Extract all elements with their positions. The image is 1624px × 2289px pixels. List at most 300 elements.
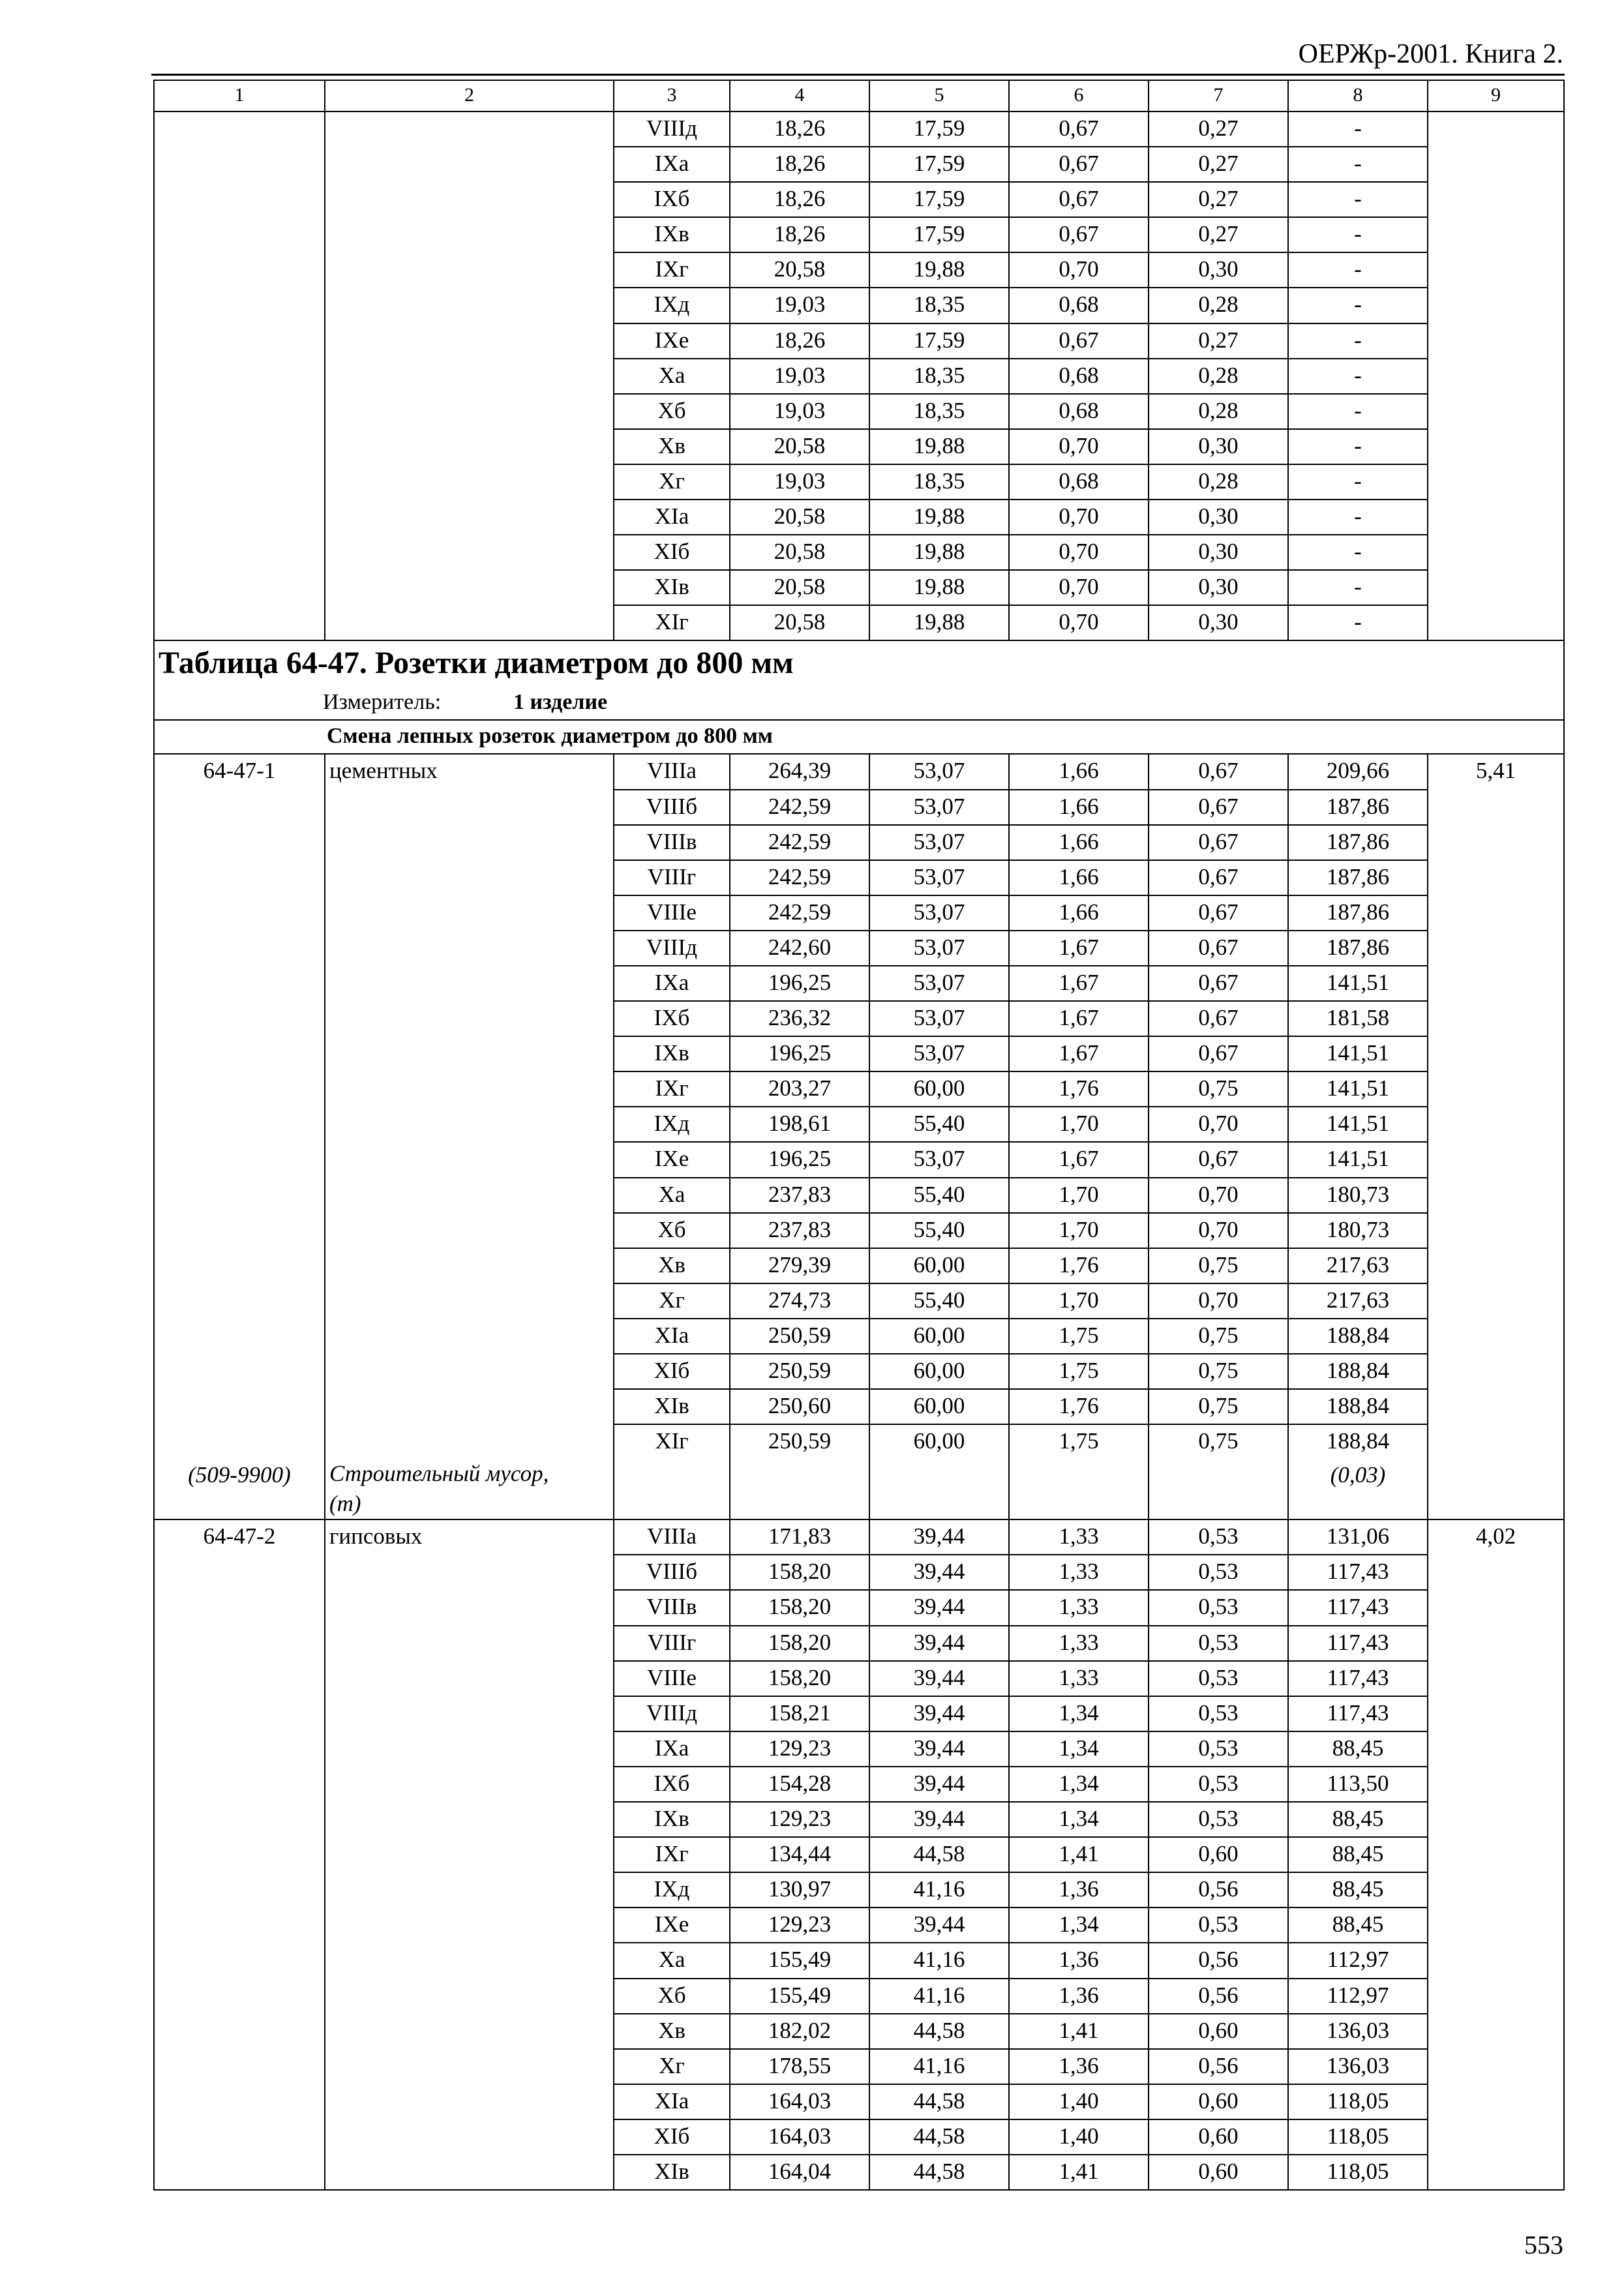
direct-cost-cell: 264,39: [730, 754, 869, 789]
column-number: 6: [1009, 80, 1149, 112]
price-region-cell: VIIIг: [614, 1626, 730, 1661]
materials-cell: 141,51: [1288, 1071, 1428, 1107]
direct-cost-cell: 158,21: [730, 1696, 869, 1731]
materials-cell: -: [1288, 252, 1428, 288]
direct-cost-cell: 19,03: [730, 464, 869, 500]
name-cell: [325, 112, 614, 640]
materials-cell: 88,45: [1288, 1908, 1428, 1943]
machines-cell: 1,66: [1009, 895, 1149, 931]
price-region-cell: XIа: [614, 2084, 730, 2119]
column-number: 2: [325, 80, 614, 112]
direct-cost-cell: 129,23: [730, 1802, 869, 1837]
machines-cell: 1,33: [1009, 1661, 1149, 1696]
direct-cost-cell: 242,59: [730, 895, 869, 931]
header-rule: [151, 74, 1565, 76]
machines-cell: 1,70: [1009, 1213, 1149, 1248]
wages-cell: 18,35: [869, 288, 1009, 323]
machines-cell: 1,76: [1009, 1389, 1149, 1424]
column-number: 4: [730, 80, 869, 112]
machinist-wages-cell: 0,30: [1149, 429, 1288, 464]
wages-cell: 17,59: [869, 323, 1009, 359]
machines-cell: 1,67: [1009, 966, 1149, 1001]
wages-cell: 53,07: [869, 966, 1009, 1001]
wages-cell: 19,88: [869, 605, 1009, 640]
materials-cell: 112,97: [1288, 1979, 1428, 2014]
materials-cell: 180,73: [1288, 1213, 1428, 1248]
price-region-cell: IXд: [614, 288, 730, 323]
wages-cell: 44,58: [869, 1837, 1009, 1872]
price-region-cell: XIб: [614, 2119, 730, 2155]
item-name: гипсовых: [325, 1519, 614, 2190]
machinist-wages-cell: 0,60: [1149, 2155, 1288, 2190]
machines-cell: 0,70: [1009, 570, 1149, 605]
direct-cost-cell: 250,60: [730, 1389, 869, 1424]
machinist-wages-cell: 0,75: [1149, 1354, 1288, 1389]
machinist-wages-cell: 0,27: [1149, 182, 1288, 217]
column-number: 1: [154, 80, 325, 112]
direct-cost-cell: 18,26: [730, 112, 869, 147]
price-region-cell: Xб: [614, 1213, 730, 1248]
materials-cell: 136,03: [1288, 2049, 1428, 2084]
price-region-cell: VIIIа: [614, 1519, 730, 1555]
table-caption-row: [154, 640, 1564, 687]
price-region-cell: IXг: [614, 1071, 730, 1107]
machinist-wages-cell: 0,53: [1149, 1731, 1288, 1767]
direct-cost-cell: 18,26: [730, 182, 869, 217]
wages-cell: 53,07: [869, 860, 1009, 895]
machines-cell: 0,70: [1009, 500, 1149, 535]
machines-cell: 0,67: [1009, 217, 1149, 252]
machines-cell: 1,34: [1009, 1731, 1149, 1767]
materials-cell: 136,03: [1288, 2014, 1428, 2049]
machinist-wages-cell: 0,56: [1149, 1979, 1288, 2014]
price-region-cell: Xв: [614, 2014, 730, 2049]
wages-cell: 39,44: [869, 1908, 1009, 1943]
materials-cell: 117,43: [1288, 1696, 1428, 1731]
machinist-wages-cell: 0,53: [1149, 1555, 1288, 1590]
empty-cell: [1009, 1459, 1149, 1519]
wages-cell: 17,59: [869, 147, 1009, 182]
materials-cell: 187,86: [1288, 931, 1428, 966]
materials-cell: 141,51: [1288, 966, 1428, 1001]
machines-cell: 1,34: [1009, 1767, 1149, 1802]
machines-cell: 1,41: [1009, 1837, 1149, 1872]
machines-cell: 1,36: [1009, 1943, 1149, 1978]
direct-cost-cell: 134,44: [730, 1837, 869, 1872]
wages-cell: 39,44: [869, 1590, 1009, 1625]
machines-cell: 1,66: [1009, 754, 1149, 789]
wages-cell: 39,44: [869, 1731, 1009, 1767]
price-region-cell: XIв: [614, 1389, 730, 1424]
materials-cell: -: [1288, 605, 1428, 640]
wages-cell: 18,35: [869, 394, 1009, 429]
materials-cell: 187,86: [1288, 790, 1428, 825]
empty-cell: [1149, 1459, 1288, 1519]
wages-cell: 60,00: [869, 1389, 1009, 1424]
materials-cell: 181,58: [1288, 1001, 1428, 1036]
price-region-cell: Xа: [614, 359, 730, 394]
wages-cell: 53,07: [869, 1142, 1009, 1177]
materials-cell: 88,45: [1288, 1837, 1428, 1872]
col9-cell: [1428, 112, 1564, 640]
wages-cell: 41,16: [869, 1872, 1009, 1908]
direct-cost-cell: 130,97: [730, 1872, 869, 1908]
wages-cell: 39,44: [869, 1626, 1009, 1661]
materials-cell: 187,86: [1288, 825, 1428, 860]
machines-cell: 1,40: [1009, 2119, 1149, 2155]
price-region-cell: XIа: [614, 500, 730, 535]
code-cell: [154, 112, 325, 640]
wages-cell: 19,88: [869, 570, 1009, 605]
wages-cell: 41,16: [869, 2049, 1009, 2084]
machines-cell: 0,68: [1009, 464, 1149, 500]
materials-cell: 113,50: [1288, 1767, 1428, 1802]
machinist-wages-cell: 0,67: [1149, 1036, 1288, 1071]
price-region-cell: VIIIб: [614, 790, 730, 825]
direct-cost-cell: 250,59: [730, 1319, 869, 1354]
machinist-wages-cell: 0,30: [1149, 500, 1288, 535]
item-col9: 5,41: [1428, 754, 1564, 1519]
direct-cost-cell: 158,20: [730, 1661, 869, 1696]
machinist-wages-cell: 0,75: [1149, 1424, 1288, 1459]
machines-cell: 0,67: [1009, 323, 1149, 359]
machinist-wages-cell: 0,56: [1149, 1872, 1288, 1908]
machinist-wages-cell: 0,53: [1149, 1767, 1288, 1802]
empty-cell: [869, 1459, 1009, 1519]
machinist-wages-cell: 0,70: [1149, 1107, 1288, 1142]
materials-cell: 187,86: [1288, 895, 1428, 931]
direct-cost-cell: 236,32: [730, 1001, 869, 1036]
machines-cell: 1,66: [1009, 860, 1149, 895]
column-number: 8: [1288, 80, 1428, 112]
materials-cell: -: [1288, 182, 1428, 217]
section-title: Смена лепных розеток диаметром до 800 мм: [327, 724, 773, 749]
price-region-cell: VIIIг: [614, 860, 730, 895]
price-region-cell: IXе: [614, 323, 730, 359]
machinist-wages-cell: 0,60: [1149, 1837, 1288, 1872]
materials-cell: 141,51: [1288, 1107, 1428, 1142]
wages-cell: 53,07: [869, 1036, 1009, 1071]
wages-cell: 53,07: [869, 931, 1009, 966]
materials-cell: 187,86: [1288, 860, 1428, 895]
machinist-wages-cell: 0,28: [1149, 464, 1288, 500]
measure-cell: [154, 687, 1564, 720]
price-region-cell: Xа: [614, 1178, 730, 1213]
wages-cell: 60,00: [869, 1424, 1009, 1459]
materials-cell: 118,05: [1288, 2084, 1428, 2119]
materials-cell: 131,06: [1288, 1519, 1428, 1555]
wages-cell: 39,44: [869, 1519, 1009, 1555]
machinist-wages-cell: 0,60: [1149, 2119, 1288, 2155]
column-number-row: [154, 80, 1564, 112]
item-col9: 4,02: [1428, 1519, 1564, 2190]
direct-cost-cell: 198,61: [730, 1107, 869, 1142]
price-region-cell: IXг: [614, 1837, 730, 1872]
materials-cell: 88,45: [1288, 1802, 1428, 1837]
machinist-wages-cell: 0,67: [1149, 966, 1288, 1001]
price-region-cell: Xа: [614, 1943, 730, 1978]
price-region-cell: IXв: [614, 1802, 730, 1837]
machines-cell: 0,70: [1009, 252, 1149, 288]
materials-cell: 188,84: [1288, 1354, 1428, 1389]
price-region-cell: IXб: [614, 182, 730, 217]
machinist-wages-cell: 0,30: [1149, 605, 1288, 640]
machinist-wages-cell: 0,30: [1149, 535, 1288, 570]
section-row: [154, 720, 1564, 754]
debris-value: (0,03): [1288, 1459, 1428, 1519]
wages-cell: 19,88: [869, 500, 1009, 535]
column-number: 7: [1149, 80, 1288, 112]
materials-cell: -: [1288, 147, 1428, 182]
machines-cell: 1,36: [1009, 1872, 1149, 1908]
machines-cell: 1,36: [1009, 2049, 1149, 2084]
machinist-wages-cell: 0,56: [1149, 1943, 1288, 1978]
machines-cell: 1,34: [1009, 1696, 1149, 1731]
column-number: 9: [1428, 80, 1564, 112]
machinist-wages-cell: 0,67: [1149, 1001, 1288, 1036]
materials-cell: 117,43: [1288, 1626, 1428, 1661]
wages-cell: 17,59: [869, 182, 1009, 217]
machines-cell: 0,67: [1009, 112, 1149, 147]
direct-cost-cell: 196,25: [730, 966, 869, 1001]
materials-cell: 88,45: [1288, 1731, 1428, 1767]
price-region-cell: IXв: [614, 217, 730, 252]
direct-cost-cell: 182,02: [730, 2014, 869, 2049]
price-region-cell: XIг: [614, 605, 730, 640]
direct-cost-cell: 274,73: [730, 1283, 869, 1319]
item-name: цементных: [325, 754, 614, 1459]
price-region-cell: XIв: [614, 570, 730, 605]
table-caption: Таблица 64-47. Розетки диаметром до 800 мм: [154, 640, 1564, 687]
machinist-wages-cell: 0,28: [1149, 288, 1288, 323]
direct-cost-cell: 196,25: [730, 1036, 869, 1071]
direct-cost-cell: 279,39: [730, 1248, 869, 1283]
page-number: 553: [1524, 2230, 1563, 2260]
wages-cell: 17,59: [869, 112, 1009, 147]
direct-cost-cell: 20,58: [730, 535, 869, 570]
materials-cell: 180,73: [1288, 1178, 1428, 1213]
price-region-cell: IXе: [614, 1142, 730, 1177]
machinist-wages-cell: 0,67: [1149, 790, 1288, 825]
direct-cost-cell: 18,26: [730, 217, 869, 252]
machines-cell: 1,33: [1009, 1519, 1149, 1555]
wages-cell: 19,88: [869, 535, 1009, 570]
wages-cell: 39,44: [869, 1661, 1009, 1696]
wages-cell: 44,58: [869, 2155, 1009, 2190]
machines-cell: 1,41: [1009, 2014, 1149, 2049]
machinist-wages-cell: 0,75: [1149, 1319, 1288, 1354]
materials-cell: -: [1288, 500, 1428, 535]
direct-cost-cell: 19,03: [730, 394, 869, 429]
materials-cell: 88,45: [1288, 1872, 1428, 1908]
machinist-wages-cell: 0,28: [1149, 359, 1288, 394]
materials-cell: 141,51: [1288, 1036, 1428, 1071]
machinist-wages-cell: 0,70: [1149, 1178, 1288, 1213]
price-region-cell: IXа: [614, 147, 730, 182]
direct-cost-cell: 237,83: [730, 1213, 869, 1248]
debris-name-line1: Строительный мусор,: [329, 1461, 549, 1487]
direct-cost-cell: 242,59: [730, 790, 869, 825]
machinist-wages-cell: 0,60: [1149, 2084, 1288, 2119]
direct-cost-cell: 158,20: [730, 1626, 869, 1661]
price-region-cell: VIIIд: [614, 112, 730, 147]
materials-cell: -: [1288, 464, 1428, 500]
table-row: [154, 1519, 1564, 1555]
price-region-cell: XIб: [614, 1354, 730, 1389]
price-region-cell: Xг: [614, 464, 730, 500]
machinist-wages-cell: 0,53: [1149, 1696, 1288, 1731]
debris-name-line2: (т): [329, 1491, 361, 1517]
wages-cell: 44,58: [869, 2014, 1009, 2049]
materials-cell: 188,84: [1288, 1389, 1428, 1424]
wages-cell: 55,40: [869, 1107, 1009, 1142]
wages-cell: 17,59: [869, 217, 1009, 252]
price-region-cell: VIIIе: [614, 1661, 730, 1696]
materials-cell: 141,51: [1288, 1142, 1428, 1177]
machines-cell: 0,67: [1009, 147, 1149, 182]
empty-cell: [730, 1459, 869, 1519]
wages-cell: 19,88: [869, 252, 1009, 288]
wages-cell: 41,16: [869, 1943, 1009, 1978]
wages-cell: 53,07: [869, 825, 1009, 860]
materials-cell: 117,43: [1288, 1555, 1428, 1590]
machines-cell: 0,70: [1009, 535, 1149, 570]
machinist-wages-cell: 0,27: [1149, 323, 1288, 359]
price-region-cell: IXд: [614, 1872, 730, 1908]
machinist-wages-cell: 0,53: [1149, 1590, 1288, 1625]
machines-cell: 1,33: [1009, 1555, 1149, 1590]
machines-cell: 1,33: [1009, 1626, 1149, 1661]
price-region-cell: VIIIв: [614, 1590, 730, 1625]
materials-cell: 209,66: [1288, 754, 1428, 789]
machinist-wages-cell: 0,75: [1149, 1248, 1288, 1283]
price-region-cell: IXв: [614, 1036, 730, 1071]
machines-cell: 1,76: [1009, 1071, 1149, 1107]
direct-cost-cell: 18,26: [730, 147, 869, 182]
machinist-wages-cell: 0,67: [1149, 931, 1288, 966]
materials-cell: -: [1288, 323, 1428, 359]
machines-cell: 0,68: [1009, 359, 1149, 394]
machinist-wages-cell: 0,56: [1149, 2049, 1288, 2084]
direct-cost-cell: 171,83: [730, 1519, 869, 1555]
materials-cell: -: [1288, 112, 1428, 147]
machinist-wages-cell: 0,70: [1149, 1213, 1288, 1248]
machinist-wages-cell: 0,30: [1149, 570, 1288, 605]
machines-cell: 0,68: [1009, 394, 1149, 429]
machinist-wages-cell: 0,30: [1149, 252, 1288, 288]
price-region-cell: Xв: [614, 429, 730, 464]
direct-cost-cell: 155,49: [730, 1943, 869, 1978]
machines-cell: 1,36: [1009, 1979, 1149, 2014]
direct-cost-cell: 18,26: [730, 323, 869, 359]
machinist-wages-cell: 0,27: [1149, 112, 1288, 147]
debris-row: [154, 1459, 1564, 1519]
direct-cost-cell: 20,58: [730, 429, 869, 464]
materials-cell: 117,43: [1288, 1590, 1428, 1625]
machines-cell: 1,75: [1009, 1424, 1149, 1459]
materials-cell: 188,84: [1288, 1424, 1428, 1459]
materials-cell: -: [1288, 429, 1428, 464]
machinist-wages-cell: 0,67: [1149, 1142, 1288, 1177]
direct-cost-cell: 154,28: [730, 1767, 869, 1802]
machinist-wages-cell: 0,53: [1149, 1661, 1288, 1696]
table-row: [154, 112, 1564, 147]
machines-cell: 0,70: [1009, 429, 1149, 464]
wages-cell: 39,44: [869, 1767, 1009, 1802]
machinist-wages-cell: 0,67: [1149, 754, 1288, 789]
price-region-cell: IXб: [614, 1767, 730, 1802]
direct-cost-cell: 242,60: [730, 931, 869, 966]
direct-cost-cell: 158,20: [730, 1555, 869, 1590]
direct-cost-cell: 19,03: [730, 359, 869, 394]
direct-cost-cell: 242,59: [730, 825, 869, 860]
materials-cell: 117,43: [1288, 1661, 1428, 1696]
machines-cell: 0,67: [1009, 182, 1149, 217]
item-code: 64-47-2: [154, 1519, 325, 2190]
direct-cost-cell: 164,03: [730, 2084, 869, 2119]
machines-cell: 1,67: [1009, 1142, 1149, 1177]
price-region-cell: IXд: [614, 1107, 730, 1142]
machinist-wages-cell: 0,28: [1149, 394, 1288, 429]
price-region-cell: Xб: [614, 394, 730, 429]
direct-cost-cell: 20,58: [730, 570, 869, 605]
materials-cell: 188,84: [1288, 1319, 1428, 1354]
wages-cell: 60,00: [869, 1248, 1009, 1283]
materials-cell: 118,05: [1288, 2155, 1428, 2190]
direct-cost-cell: 20,58: [730, 252, 869, 288]
machinist-wages-cell: 0,67: [1149, 825, 1288, 860]
materials-cell: 217,63: [1288, 1248, 1428, 1283]
price-region-cell: Xг: [614, 1283, 730, 1319]
machinist-wages-cell: 0,60: [1149, 2014, 1288, 2049]
machinist-wages-cell: 0,67: [1149, 860, 1288, 895]
materials-cell: -: [1288, 359, 1428, 394]
direct-cost-cell: 196,25: [730, 1142, 869, 1177]
materials-cell: -: [1288, 394, 1428, 429]
wages-cell: 44,58: [869, 2119, 1009, 2155]
item-code: 64-47-1: [154, 754, 325, 1459]
wages-cell: 53,07: [869, 790, 1009, 825]
wages-cell: 39,44: [869, 1555, 1009, 1590]
wages-cell: 53,07: [869, 1001, 1009, 1036]
machinist-wages-cell: 0,27: [1149, 217, 1288, 252]
direct-cost-cell: 237,83: [730, 1178, 869, 1213]
direct-cost-cell: 164,03: [730, 2119, 869, 2155]
wages-cell: 19,88: [869, 429, 1009, 464]
machines-cell: 1,34: [1009, 1908, 1149, 1943]
machines-cell: 1,70: [1009, 1283, 1149, 1319]
wages-cell: 39,44: [869, 1696, 1009, 1731]
machines-cell: 1,40: [1009, 2084, 1149, 2119]
wages-cell: 18,35: [869, 359, 1009, 394]
column-number: 5: [869, 80, 1009, 112]
price-region-cell: IXб: [614, 1001, 730, 1036]
direct-cost-cell: 129,23: [730, 1908, 869, 1943]
machines-cell: 0,70: [1009, 605, 1149, 640]
direct-cost-cell: 158,20: [730, 1590, 869, 1625]
debris-name: [325, 1459, 614, 1519]
section-cell: [154, 720, 1564, 754]
wages-cell: 18,35: [869, 464, 1009, 500]
wages-cell: 55,40: [869, 1283, 1009, 1319]
machines-cell: 1,34: [1009, 1802, 1149, 1837]
machines-cell: 1,33: [1009, 1590, 1149, 1625]
wages-cell: 60,00: [869, 1319, 1009, 1354]
price-region-cell: IXа: [614, 966, 730, 1001]
measure-value: 1 изделие: [513, 690, 608, 715]
machinist-wages-cell: 0,27: [1149, 147, 1288, 182]
price-region-cell: Xв: [614, 1248, 730, 1283]
